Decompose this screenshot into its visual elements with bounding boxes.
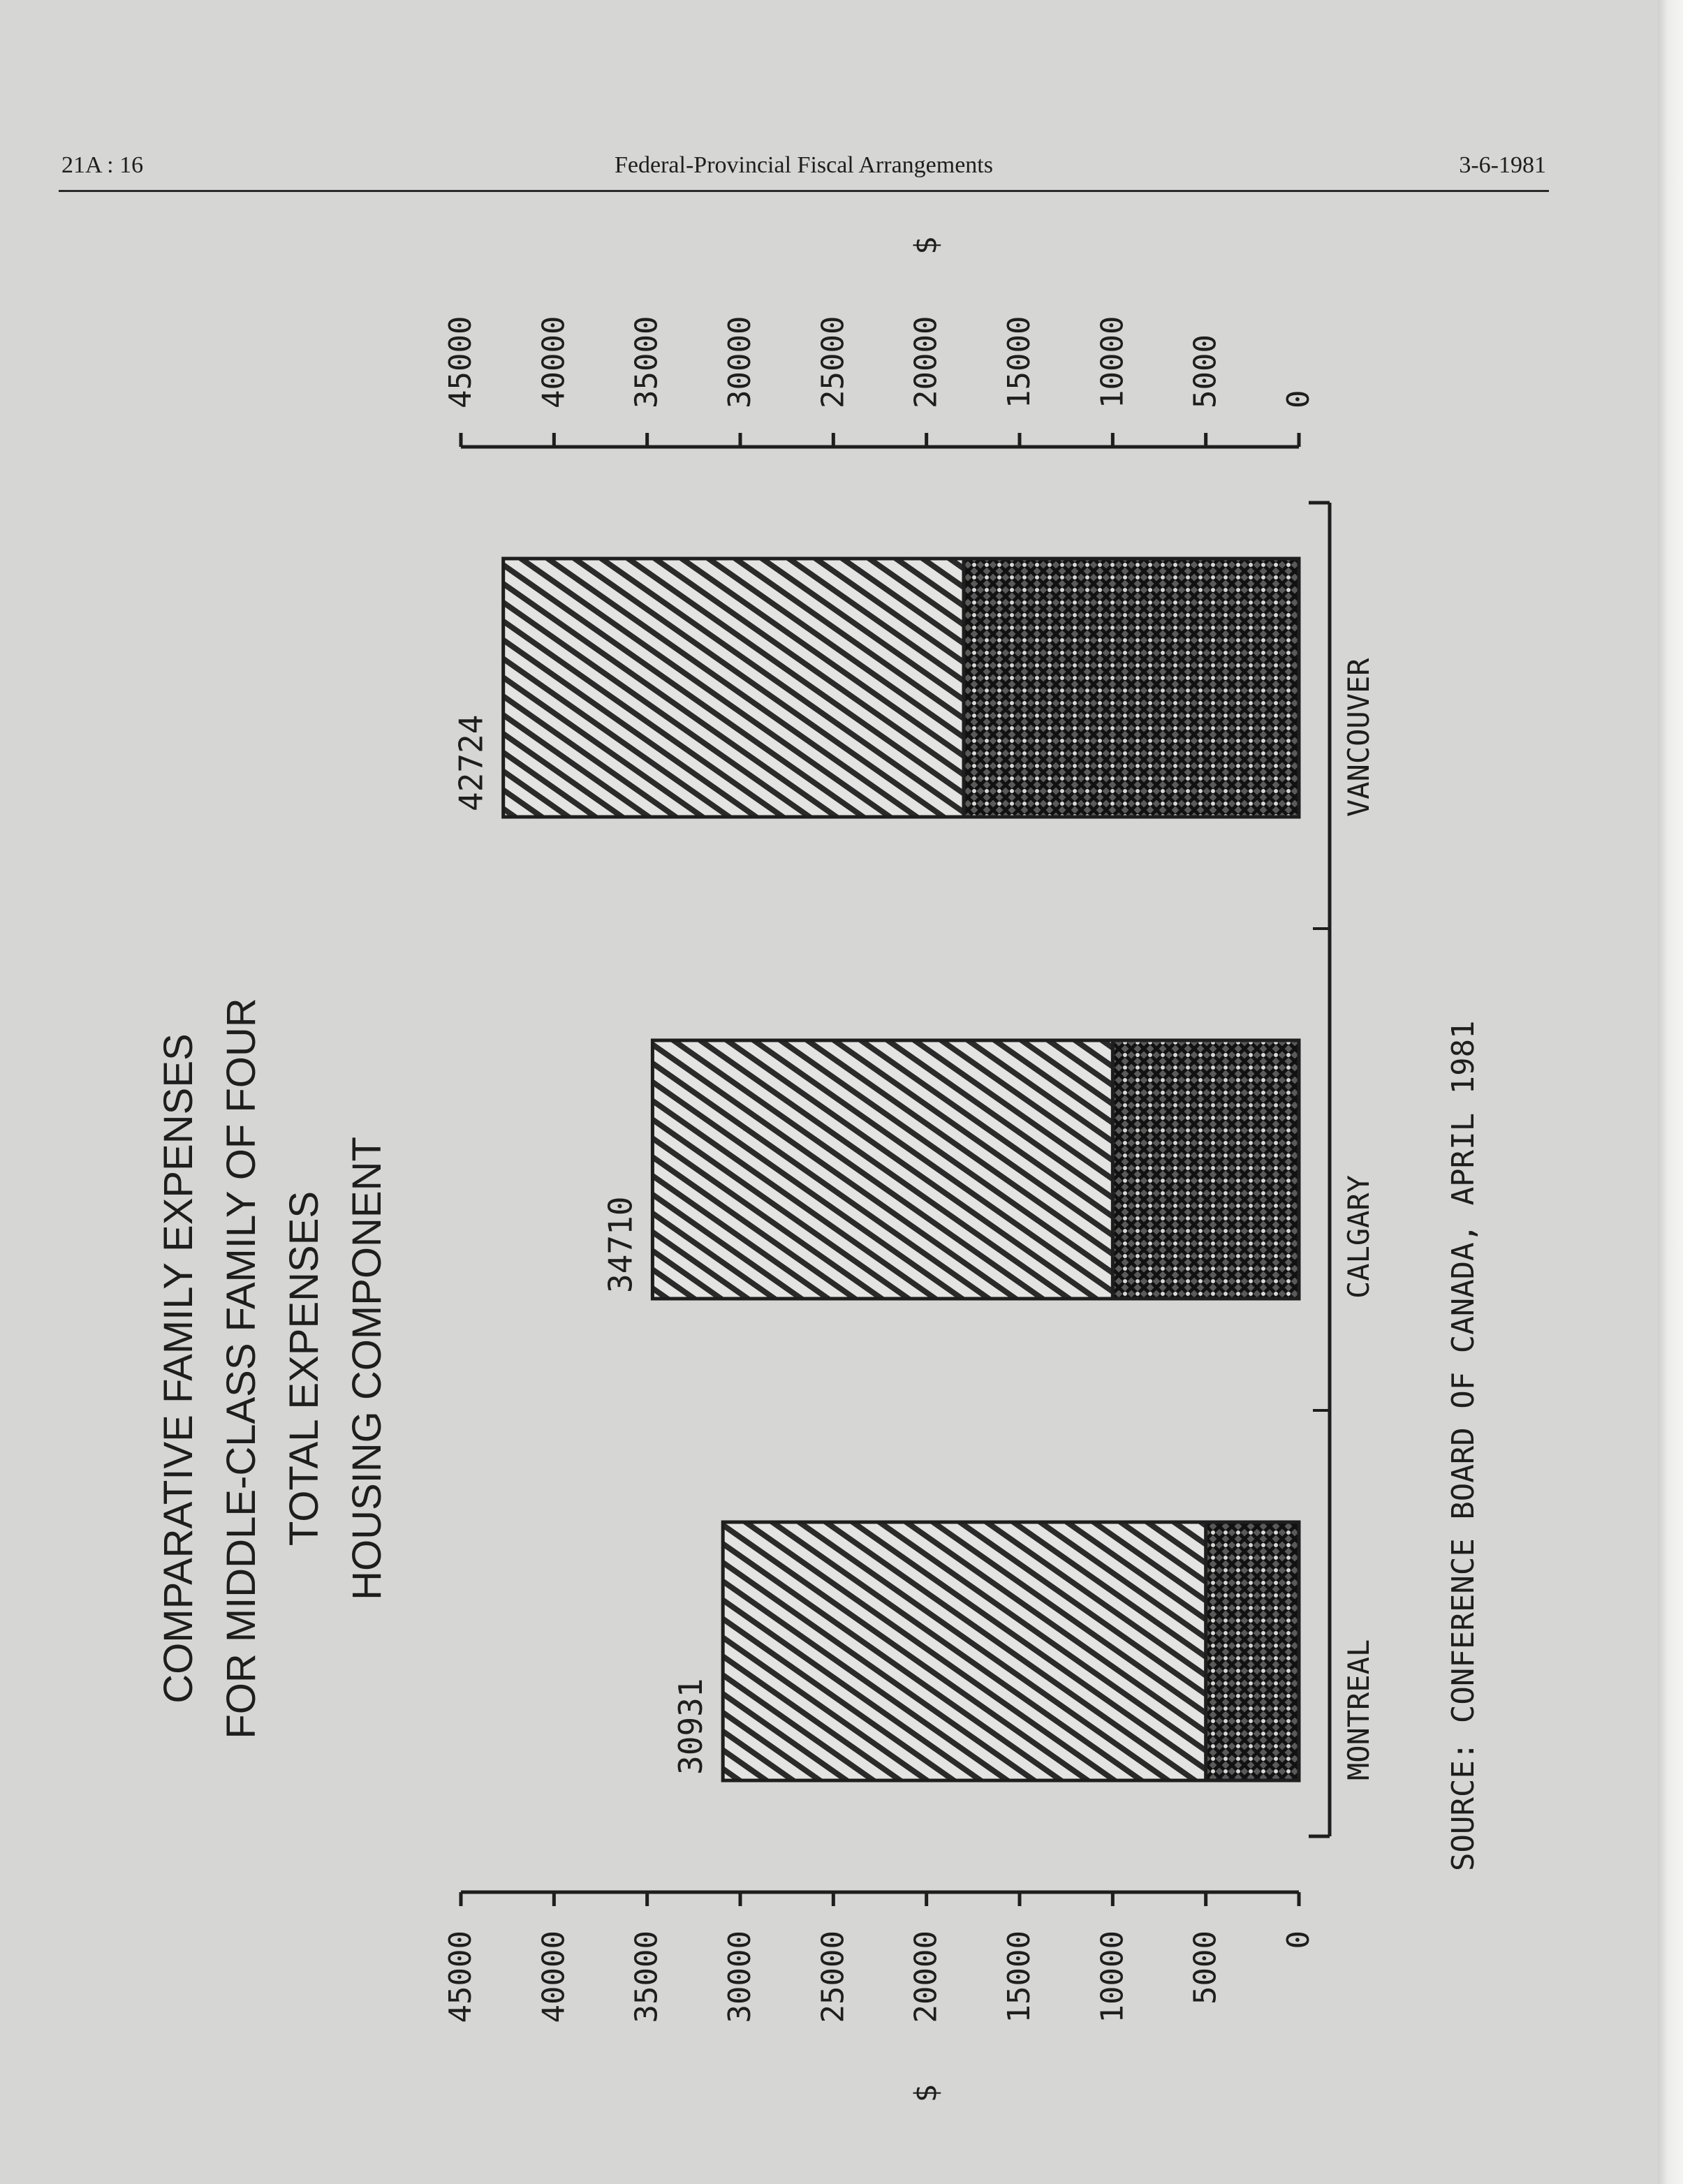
y-tick-label-left: 0 [1281,1931,1316,1949]
y-tick-label-left: 30000 [722,1931,758,2023]
y-tick-label-right: 30000 [722,316,758,408]
chart-title-line-4: HOUSING COMPONENT [344,1137,390,1600]
chart-source: SOURCE: CONFERENCE BOARD OF CANADA, APRIL 1981 [1446,1020,1481,1871]
chart-rotated-group [156,237,1481,2103]
y-tick-label-left: 5000 [1187,1931,1223,2005]
running-title: Federal-Provincial Fiscal Arrangements [615,152,993,178]
bar-housing-vancouver [964,559,1299,817]
y-tick-label-left: 15000 [1001,1931,1037,2023]
y-tick-label-right: 25000 [815,316,851,408]
y-tick-label-right: 5000 [1187,334,1223,408]
bar-housing-montreal [1206,1522,1299,1780]
y-tick-label-left: 40000 [536,1931,572,2023]
y-tick-label-left: 10000 [1094,1931,1131,2023]
data-label-vancouver: 42724 [452,714,490,811]
x-tick-label-vancouver: VANCOUVER [1342,658,1376,817]
y-tick-label-right: 15000 [1001,316,1037,408]
x-tick-label-calgary: CALGARY [1342,1174,1376,1299]
y-tick-label-right: 10000 [1094,316,1131,408]
chart-title-line-1: COMPARATIVE FAMILY EXPENSES [156,1033,201,1704]
chart-title-line-2: FOR MIDDLE-CLASS FAMILY OF FOUR [219,998,264,1739]
y-tick-label-right: 20000 [908,316,944,408]
y-tick-label-left: 25000 [815,1931,851,2023]
y-tick-label-left: 20000 [908,1931,944,2023]
y-tick-label-right: 40000 [536,316,572,408]
data-label-montreal: 30931 [672,1678,710,1775]
page-number: 21A : 16 [61,152,144,178]
chart-title-line-3: TOTAL EXPENSES [281,1190,327,1547]
y-tick-label-left: 45000 [443,1931,478,2023]
y-tick-label-right: 45000 [443,316,478,408]
bar-housing-calgary [1112,1040,1299,1299]
header-date: 3-6-1981 [1459,152,1546,178]
y-axis-label-right: $ [908,236,944,255]
y-tick-label-right: 35000 [629,316,665,408]
y-tick-label-right: 0 [1281,390,1316,408]
x-tick-label-montreal: MONTREAL [1342,1639,1376,1780]
data-label-calgary: 34710 [601,1196,640,1293]
y-tick-label-left: 35000 [629,1931,665,2023]
y-axis-label-left: $ [908,2084,944,2103]
